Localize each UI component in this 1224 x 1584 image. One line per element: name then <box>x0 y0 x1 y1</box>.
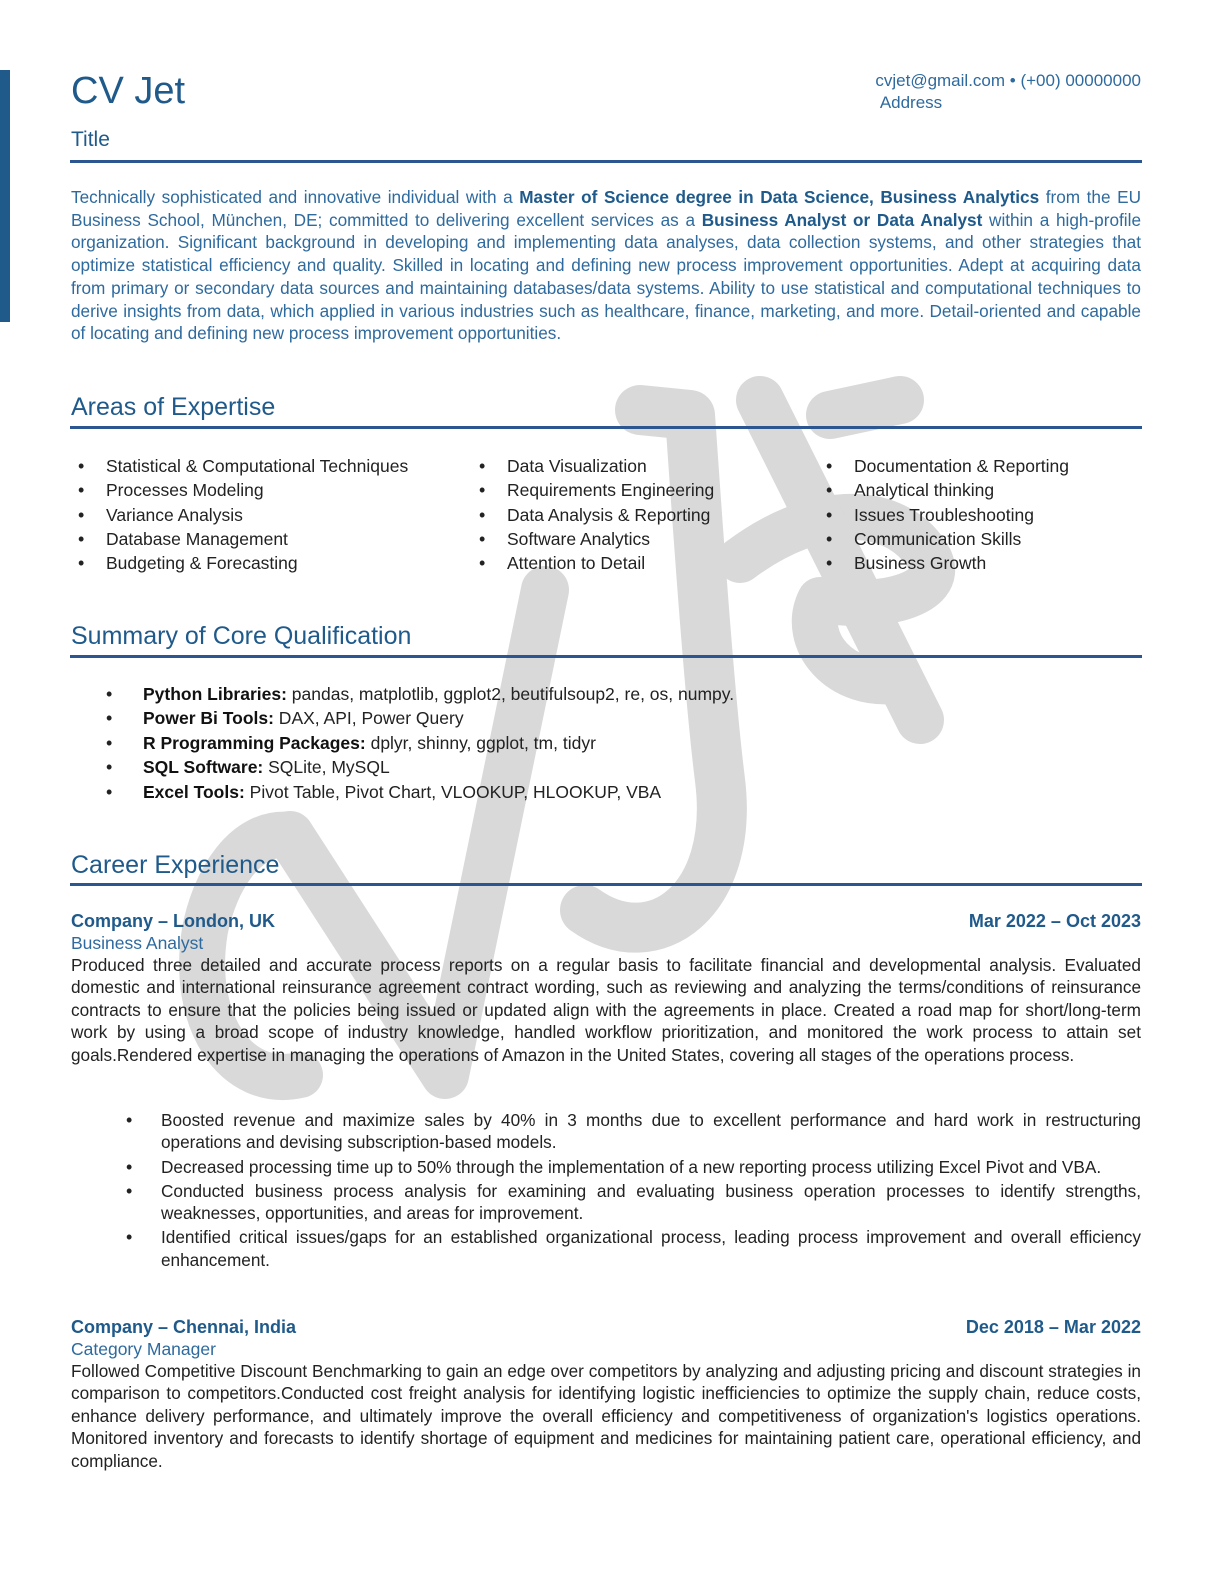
job-description: Produced three detailed and accurate process reports on a regular basis to facilitate financial and developmental analysis. Evaluated domestic and international reinsurance agreement contract wording, such as reviewing and analyzing the terms/conditions of reinsurance contracts to ensure that the policies being issued or updated align with the agreements in place. Created a road map for short/long-term work by using a broad scope of industry knowledge, handled workflow prioritization, and monitored the work process to attain set goals.Rendered expertise in managing the operations of Amazon in the United States, covering all stages of the operations process. <box>71 955 1141 1065</box>
expertise-item: • Requirements Engineering <box>477 478 714 502</box>
section-heading-qualifications: Summary of Core Qualification <box>71 622 412 650</box>
qualification-label: SQL Software: <box>143 757 264 778</box>
summary-text-1: Technically sophisticated and innovative individual with a <box>71 187 520 207</box>
qualification-label: Excel Tools: <box>143 781 245 802</box>
summary-text-3: within a high-profile organization. Significant background in developing and implementing data analyses, data collection systems, and other strategies that optimize statistical efficiency and quality. Skilled in locating and defining new process improvement opportunities. Adept at acquiring data from primary or secondary data sources and maintaining databases/data systems. Ability to use statistical and computational techniques to derive insights from data, which applied in various industries such as healthcare, finance, marketing, and more. Detail-oriented and capable of locating and defining new process improvement opportunities. <box>71 209 1141 344</box>
section-heading-career: Career Experience <box>71 851 280 879</box>
email-text: cvjet@gmail.com <box>875 71 1006 90</box>
job-description: Followed Competitive Discount Benchmarking to gain an edge over competitors by analyzing and adjusting pricing and discount strategies in comparison to competitors.Conducted cost freight analysis for identifying logistic inefficiencies to optimize the supply chain, reduce costs, enhance delivery performance, and ultimately improve the overall efficiency and competitiveness of organization's logistics operations. Monitored inventory and forecasts to identify shortage of equipment and medicines for maintaining patient care, operational efficiency, and compliance. <box>71 1361 1141 1471</box>
candidate-title: Title <box>71 128 110 151</box>
qualifications-list <box>104 682 734 804</box>
expertise-column-2 <box>477 454 714 575</box>
candidate-name: CV Jet <box>71 70 186 112</box>
qualification-value: pandas, matplotlib, ggplot2, beutifulsoup2, re, os, numpy. <box>286 684 735 704</box>
qualification-item <box>104 780 734 804</box>
expertise-item: • Communication Skills <box>824 527 1069 551</box>
qualification-value: dplyr, shinny, ggplot, tm, tidyr <box>365 732 596 753</box>
phone-text: (+00) 00000000 <box>1020 71 1141 90</box>
expertise-item: • Data Analysis & Reporting <box>477 503 714 527</box>
expertise-item: • Issues Troubleshooting <box>824 503 1069 527</box>
section-heading-expertise: Areas of Expertise <box>71 393 276 421</box>
expertise-divider <box>70 426 1142 429</box>
qualification-item <box>104 682 734 706</box>
expertise-column-3 <box>824 454 1069 575</box>
achievement-item: • Decreased processing time up to 50% through the implementation of a new reporting process utilizing Excel Pivot and VBA. <box>124 1156 1141 1178</box>
summary-text-2: from the EU Business School, München, DE; committed to delivering excellent services as a <box>71 187 1141 230</box>
qualification-label: Power Bi Tools: <box>143 708 274 729</box>
summary-emphasis-role: Business Analyst or Data Analyst <box>701 209 983 230</box>
expertise-item: • Business Growth <box>824 551 1069 575</box>
expertise-item: • Data Visualization <box>477 454 714 478</box>
address-text: Address <box>879 93 943 112</box>
job-role: Business Analyst <box>71 933 204 953</box>
qualification-value: SQLite, MySQL <box>263 757 390 778</box>
expertise-item: • Analytical thinking <box>824 478 1069 502</box>
career-divider <box>70 883 1142 886</box>
contact-separator: • <box>1009 71 1016 90</box>
summary-emphasis-degree: Master of Science degree in Data Science, Business Analytics <box>519 187 1040 207</box>
job-company: Company – London, UK <box>71 911 275 931</box>
expertise-item: • Budgeting & Forecasting <box>76 551 408 575</box>
qualification-item <box>104 706 734 730</box>
contact-info <box>721 70 1141 114</box>
header-divider <box>70 160 1142 163</box>
achievement-item: • Conducted business process analysis for examining and evaluating business operation processes to identify strengths, weaknesses, opportunities, and areas for improvement. <box>124 1180 1141 1225</box>
qualification-item <box>104 731 734 755</box>
expertise-item: • Statistical & Computational Techniques <box>76 454 408 478</box>
job-role: Category Manager <box>71 1339 216 1359</box>
job-dates: Mar 2022 – Oct 2023 <box>968 911 1141 931</box>
qualification-label: Python Libraries: <box>143 684 287 704</box>
job-company: Company – Chennai, India <box>71 1317 297 1337</box>
job-achievements <box>124 1109 1141 1273</box>
achievement-item: • Identified critical issues/gaps for an established organizational process, leading process improvement and overall efficiency enhancement. <box>124 1226 1141 1271</box>
achievement-item: • Boosted revenue and maximize sales by 40% in 3 months due to excellent performance and hard work in restructuring operations and devising subscription-based models. <box>124 1109 1141 1154</box>
expertise-item: • Software Analytics <box>477 527 714 551</box>
expertise-item: • Variance Analysis <box>76 503 408 527</box>
profile-summary <box>71 186 1141 345</box>
qualification-item <box>104 755 734 779</box>
qualification-value: DAX, API, Power Query <box>273 708 464 729</box>
left-accent-bar <box>0 70 10 322</box>
expertise-item: • Documentation & Reporting <box>824 454 1069 478</box>
qualification-value: Pivot Table, Pivot Chart, VLOOKUP, HLOOKUP, VBA <box>244 781 662 802</box>
expertise-item: • Attention to Detail <box>477 551 714 575</box>
expertise-columns <box>76 454 1146 579</box>
expertise-item: • Processes Modeling <box>76 478 408 502</box>
qualification-label: R Programming Packages: <box>143 732 366 753</box>
expertise-item: • Database Management <box>76 527 408 551</box>
job-dates: Dec 2018 – Mar 2022 <box>965 1317 1141 1337</box>
qualifications-divider <box>70 655 1142 658</box>
expertise-column-1 <box>76 454 408 575</box>
